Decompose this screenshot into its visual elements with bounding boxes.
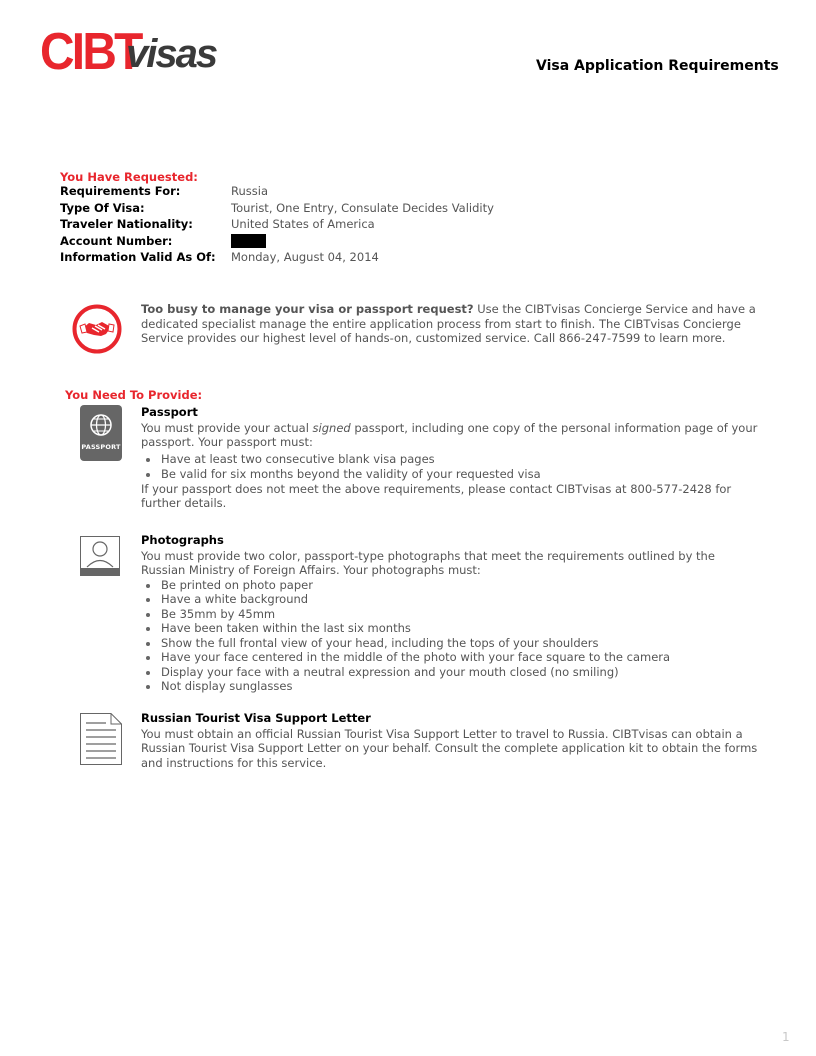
passport-bullets — [141, 452, 761, 482]
document-icon — [80, 713, 122, 765]
list-item: Be valid for six months beyond the validity of your requested visa — [141, 467, 761, 482]
logo-cibt-text: CIBT — [40, 23, 141, 81]
concierge-handshake-icon — [72, 304, 122, 354]
list-item: Not display sunglasses — [141, 679, 761, 694]
passport-icon — [80, 405, 122, 461]
photographs-section — [141, 533, 761, 694]
photographs-title: Photographs — [141, 533, 224, 547]
passport-intro — [141, 421, 761, 450]
passport-icon-label: PASSPORT — [81, 443, 121, 451]
list-item: Show the full frontal view of your head, including the tops of your shoulders — [141, 636, 761, 651]
requested-label: Account Number: — [60, 233, 173, 248]
list-item: Be printed on photo paper — [141, 578, 761, 593]
page-title: Visa Application Requirements — [536, 58, 779, 74]
list-item: Have your face centered in the middle of the photo with your face square to the camera — [141, 650, 761, 665]
concierge-lead: Too busy to manage your visa or passport request? — [141, 302, 474, 316]
list-item: Have been taken within the last six months — [141, 621, 761, 636]
provide-heading: You Need To Provide: — [65, 388, 203, 402]
support-letter-body: You must obtain an official Russian Tourist Visa Support Letter to travel to Russia. CIBTvisas can obtain a Russian Tourist Visa Support Letter on your behalf. Consult the complete application kit to obtain the forms and instructions for this service. — [141, 726, 758, 770]
passport-footer: If your passport does not meet the above requirements, please contact CIBTvisas at 800-577-2428 for further details. — [141, 481, 732, 510]
requested-label: Requirements For: — [60, 184, 181, 198]
list-item: Be 35mm by 45mm — [141, 607, 761, 622]
passport-intro-text: You must provide your actual — [141, 420, 313, 435]
passport-intro-emphasis: signed — [312, 420, 351, 435]
passport-section — [141, 405, 761, 511]
list-item: Have a white background — [141, 592, 761, 607]
requested-label: Type Of Visa: — [60, 200, 145, 215]
list-item: Display your face with a neutral expression and your mouth closed (no smiling) — [141, 665, 761, 680]
photographs-bullets — [141, 578, 761, 694]
redacted-block — [231, 234, 266, 248]
cibtvisas-logo — [40, 23, 217, 81]
list-item: Have at least two consecutive blank visa pages — [141, 452, 761, 467]
logo-visas-text: visas — [126, 32, 217, 76]
requested-heading: You Have Requested: — [60, 170, 198, 184]
requested-value: Tourist, One Entry, Consulate Decides Validity — [231, 200, 494, 215]
requested-value: Monday, August 04, 2014 — [231, 250, 379, 264]
requested-value: United States of America — [231, 217, 375, 231]
concierge-body: Use the CIBTvisas Concierge Service and have a dedicated specialist manage the entire application process from start to finish. The CIBTvisas Concierge Service provides our highest level of hands-on, customized service. Call 866-247-7599 to learn more. — [141, 302, 756, 345]
requested-value: Russia — [231, 184, 268, 198]
photographs-intro: You must provide two color, passport-type photographs that meet the requirements outlined by the Russian Ministry of Foreign Affairs. Your photographs must: — [141, 548, 715, 577]
support-letter-section — [141, 711, 761, 770]
passport-intro-text-end: passport, including one copy of the personal information page of your passport. Your passport must: — [141, 420, 758, 449]
concierge-paragraph — [141, 302, 761, 346]
person-photo-icon — [80, 536, 120, 576]
account-number-value — [231, 234, 266, 248]
requested-label: Information Valid As Of: — [60, 250, 216, 264]
requested-label: Traveler Nationality: — [60, 217, 193, 231]
support-letter-title: Russian Tourist Visa Support Letter — [141, 711, 371, 725]
passport-title: Passport — [141, 405, 198, 419]
page-number: 1 — [782, 1030, 790, 1044]
